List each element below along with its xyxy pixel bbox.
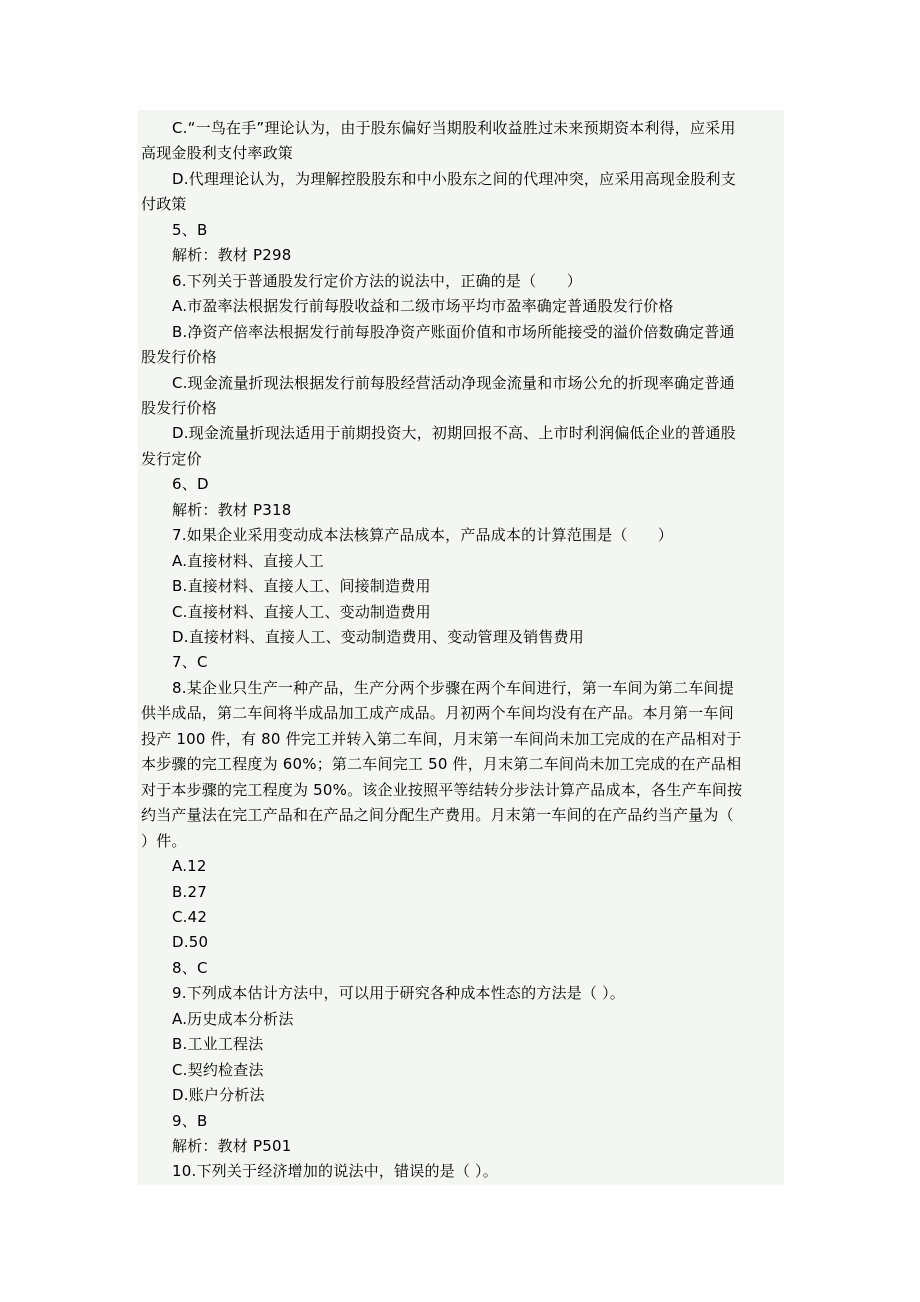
text-line: 10.下列关于经济增加的说法中，错误的是（ ）。 (172, 1162, 498, 1181)
text-line: 8、C (172, 958, 208, 977)
text-line: 高现金股利支付率政策 (141, 144, 294, 163)
text-line: C.42 (172, 907, 208, 926)
text-line: A.12 (172, 857, 207, 876)
text-line: 9.下列成本估计方法中，可以用于研究各种成本性态的方法是（ ）。 (172, 984, 625, 1003)
text-line: C.“一鸟在手”理论认为，由于股东偏好当期股利收益胜过未来预期资本利得，应采用 (172, 119, 736, 137)
text-line: A.直接材料、直接人工 (172, 551, 324, 570)
text-line: 解析：教材 P298 (172, 246, 292, 265)
text-line: B.工业工程法 (172, 1035, 264, 1054)
text-line: 付政策 (141, 195, 187, 214)
text-line: B.净资产倍率法根据发行前每股净资产账面价值和市场所能接受的溢价倍数确定普通 (172, 322, 735, 341)
text-line: D.直接材料、直接人工、变动制造费用、变动管理及销售费用 (172, 628, 584, 646)
text-line: D.现金流量折现法适用于前期投资大，初期回报不高、上市时利润偏低企业的普通股 (172, 424, 736, 443)
text-line: 解析：教材 P501 (172, 1137, 292, 1155)
text-line: D.50 (172, 933, 209, 952)
text-line: D.代理理论认为，为理解控股股东和中小股东之间的代理冲突，应采用高现金股利支 (172, 169, 736, 188)
text-line: 9、B (172, 1111, 208, 1130)
text-line: 投产 100 件，有 80 件完工并转入第二车间，月末第一车间尚未加工完成的在产品相对于 (141, 729, 742, 748)
text-line: 约当产量法在完工产品和在产品之间分配生产费用。月末第一车间的在产品约当产量为（ (141, 806, 734, 825)
text-line: 5、B (172, 220, 208, 239)
text-line: 发行定价 (141, 449, 202, 468)
text-line: D.账户分析法 (172, 1086, 265, 1105)
text-line: 7、C (172, 653, 208, 672)
text-line: 8.某企业只生产一种产品，生产分两个步骤在两个车间进行，第一车间为第二车间提 (172, 678, 734, 697)
text-line: ）件。 (141, 831, 187, 850)
text-line: B.27 (172, 882, 207, 901)
text-line: C.现金流量折现法根据发行前每股经营活动净现金流量和市场公允的折现率确定普通 (172, 373, 735, 392)
text-line: A.市盈率法根据发行前每股收益和二级市场平均市盈率确定普通股发行价格 (172, 297, 674, 316)
text-line: 供半成品，第二车间将半成品加工成产成品。月初两个车间均没有在产品。本月第一车间 (141, 704, 734, 723)
document-page (138, 110, 784, 1185)
text-line: 7.如果企业采用变动成本法核算产品成本，产品成本的计算范围是（ ） (172, 526, 674, 545)
text-line: B.直接材料、直接人工、间接制造费用 (172, 577, 431, 596)
text-line: 对于本步骤的完工程度为 50%。该企业按照平等结转分步法计算产品成本，各生产车间按 (141, 780, 743, 799)
text-line: 解析：教材 P318 (172, 500, 292, 519)
text-line: 股发行价格 (141, 348, 218, 367)
text-line: 股发行价格 (141, 398, 218, 417)
text-line: C.契约检查法 (172, 1060, 264, 1079)
text-line: 6.下列关于普通股发行定价方法的说法中，正确的是（ ） (172, 271, 582, 290)
text-line: A.历史成本分析法 (172, 1009, 294, 1028)
text-line: 本步骤的完工程度为 60%；第二车间完工 50 件，月末第二车间尚未加工完成的在产品相 (141, 755, 742, 774)
text-line: C.直接材料、直接人工、变动制造费用 (172, 602, 431, 621)
text-line: 6、D (172, 475, 209, 494)
